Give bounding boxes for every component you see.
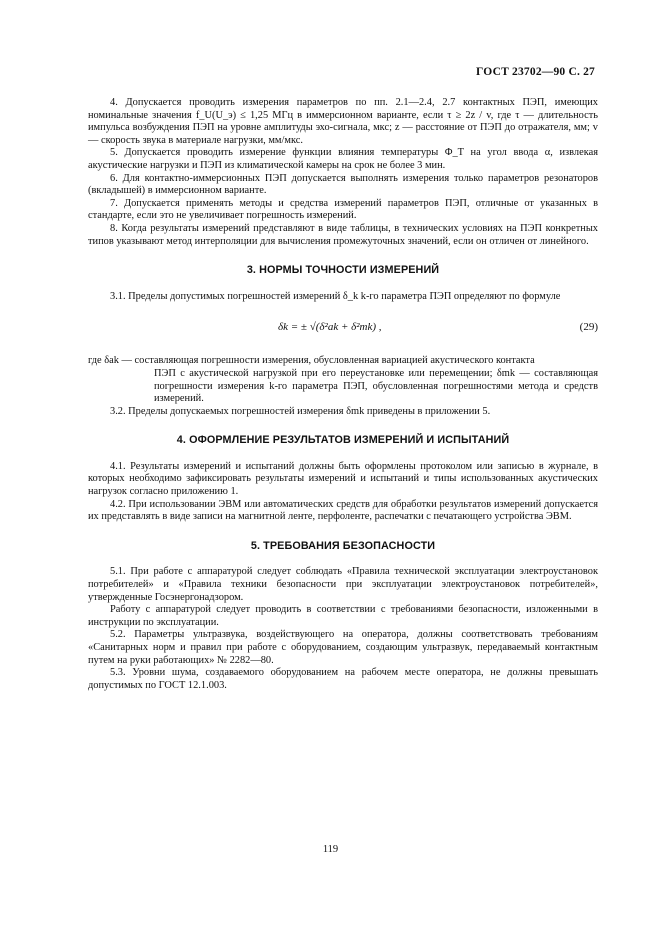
section-5-title: 5. ТРЕБОВАНИЯ БЕЗОПАСНОСТИ	[250, 539, 436, 552]
paragraph-3-2: 3.2. Пределы допускаемых погрешностей измерения δmk приведены в приложении 5.	[110, 405, 491, 417]
paragraph-item-8: 8. Когда результаты измерений представляют в виде таблицы, в технических условиях на ПЭП конкретных типов указывают метод интерполяции для вычисления промежуточных значений, если он отличен от линейного.	[88, 222, 598, 247]
page-number: 119	[322, 844, 339, 855]
paragraph-5-3: 5.3. Уровни шума, создаваемого оборудованием на рабочем месте оператора, не должны превышать допустимых по ГОСТ 12.1.003.	[88, 667, 598, 691]
paragraph-item-4: 4. Допускается проводить измерения параметров по пп. 2.1—2.4, 2.7 контактных ПЭП, имеющих номинальные значения f_U(U_э) ≤ 1,25 МГц в иммерсионном варианте, если τ ≥ 2z / v, где τ — длительность импульса возбуждения ПЭП на уровне амплитуды эхо-сигнала, мкс; z — расстояние от ПЭП до отражателя, мм; v — скорость звука в материале нагрузки, мм/мкс.	[88, 97, 598, 146]
paragraph-item-7: 7. Допускается применять методы и средства измерений параметров ПЭП, отличные от указанных в стандарте, если это не увеличивает погрешность измерений.	[88, 197, 598, 222]
where-continuation: ПЭП с акустической нагрузкой при его переустановке или перемещении; δmk — составляющая погрешности измерения k-го параметра ПЭП, обусловленная погрешностями метода и средств измерений.	[154, 367, 598, 405]
formula-explanation	[88, 355, 598, 405]
paragraph-4-1: 4.1. Результаты измерений и испытаний должны быть оформлены протоколом или записью в журнале, в которых необходимо зафиксировать результаты измерений и испытаний и типы использованных акустических нагрузок согласно приложению 1.	[88, 460, 598, 498]
section-3-title: 3. НОРМЫ ТОЧНОСТИ ИЗМЕРЕНИЙ	[246, 264, 440, 277]
running-header: ГОСТ 23702—90 С. 27	[476, 66, 595, 78]
paragraph-5-1-work: Работу с аппаратурой следует проводить в соответствии с требованиями безопасности, изложенными в инструкции по эксплуатации.	[88, 604, 598, 628]
formula-number: (29)	[579, 321, 598, 334]
paragraph-5-2: 5.2. Параметры ультразвука, воздействующего на оператора, должны соответствовать требованиям «Санитарных норм и правил при работе с оборудованием, создающим ультразвук, передаваемый контактным путем на руки работающих» № 2282—80.	[88, 629, 598, 666]
where-first-line: где δak — составляющая погрешности измерения, обусловленная вариацией акустического контакта	[88, 355, 535, 367]
paragraph-4-2: 4.2. При использовании ЭВМ или автоматических средств для обработки результатов измерений допускается их представлять в виде записи на магнитной ленте, перфоленте, распечатки с печатающего устройства ЭВМ.	[88, 498, 598, 523]
paragraph-3-1: 3.1. Пределы допустимых погрешностей измерений δ_k k-го параметра ПЭП определяют по формуле	[110, 290, 561, 302]
paragraph-item-5: 5. Допускается проводить измерение функции влияния температуры Φ_T на угол ввода α, извлекая акустические нагрузки и ПЭП из климатической камеры на срок не более 3 мин.	[88, 147, 598, 171]
section-4-title: 4. ОФОРМЛЕНИЕ РЕЗУЛЬТАТОВ ИЗМЕРЕНИЙ И ИСПЫТАНИЙ	[176, 434, 510, 447]
paragraph-5-1: 5.1. При работе с аппаратурой следует соблюдать «Правила технической эксплуатации электроустановок потребителей» и «Правила техники безопасности при эксплуатации электроустановок потребителей», утвержденные Госэнергонадзором.	[88, 566, 598, 603]
formula-block	[88, 315, 598, 349]
paragraph-item-6: 6. Для контактно-иммерсионных ПЭП допускается выполнять измерения только параметров резонаторов (вкладышей) в иммерсионном варианте.	[88, 172, 598, 197]
page-content	[88, 97, 598, 692]
formula: δk = ± √(δ²ak + δ²mk) ,	[278, 321, 382, 334]
